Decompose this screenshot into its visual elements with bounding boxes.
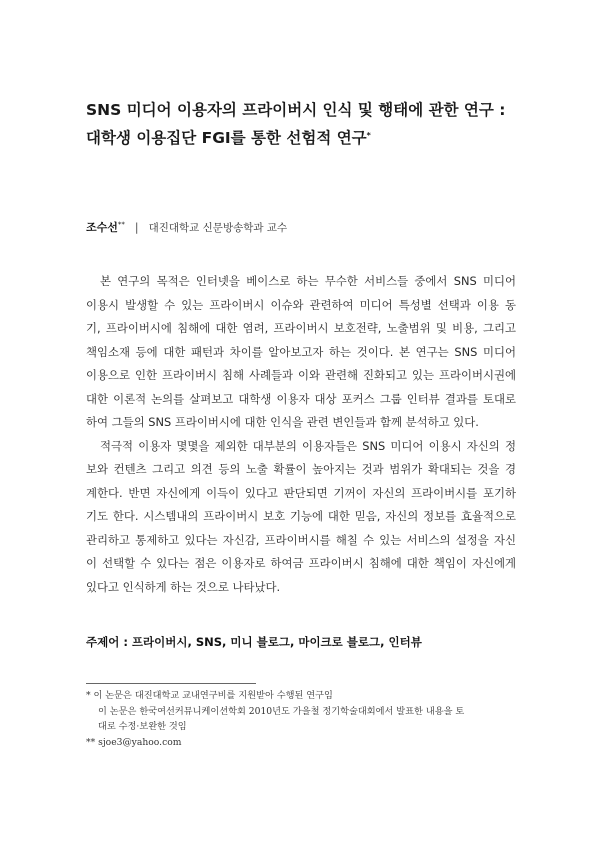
abstract-line: 이용으로 인한 프라이버시 침해 사례들과 이와 관련해 진화되고 있는 프라이버시권에 — [86, 368, 516, 382]
abstract-line: 적극적 이용자 몇몇을 제외한 대부분의 이용자들은 SNS 미디어 이용시 자신의 정 — [100, 438, 516, 453]
abstract-line: 보와 컨텐츠 그리고 의견 등의 노출 확률이 높아지는 것과 범위가 확대되는 것을 경 — [86, 462, 516, 476]
author-affiliation: 대진대학교 신문방송학과 교수 — [148, 221, 288, 234]
title-footnote-mark: * — [366, 131, 371, 140]
abstract-line: 계한다. 반면 자신에게 이득이 있다고 판단되면 기꺼이 자신의 프라이버시를 포기하 — [86, 485, 516, 500]
footnote-divider — [86, 683, 256, 684]
author-name — [86, 219, 125, 235]
abstract-line: 본 연구의 목적은 인터넷을 베이스로 하는 무수한 서비스들 중에서 SNS 미디어 — [100, 274, 516, 288]
abstract-line: 대한 이론적 논의를 살펴보고 대학생 이용자 대상 포커스 그룹 인터뷰 결과를 토대로 — [86, 391, 516, 406]
abstract-line: 관리하고 통제하고 있다는 자신감, 프라이버시를 해칠 수 있는 서비스의 설정을 자신 — [86, 532, 516, 547]
footnote-1: * 이 논문은 대진대학교 교내연구비를 지원받아 수행된 연구임 — [86, 690, 333, 701]
abstract-line: 기도 한다. 시스템내의 프라이버시 보호 기능에 대한 믿음, 자신의 정보를 효율적으로 — [86, 509, 516, 523]
abstract-line: 기, 프라이버시에 침해에 대한 염려, 프라이버시 보호전략, 노출범위 및 비용, 그리고 — [86, 321, 516, 335]
title-line-2-text: 대학생 이용집단 FGI를 통한 선험적 연구 — [86, 129, 367, 147]
abstract-line: 있다고 인식하게 하는 것으로 나타났다. — [86, 579, 281, 594]
author-line — [86, 219, 287, 235]
author-name-text: 조수선 — [86, 221, 118, 234]
author-footnote-mark: ** — [117, 220, 125, 229]
author-separator: | — [134, 220, 139, 234]
footnotes — [86, 688, 518, 750]
abstract — [86, 270, 516, 599]
abstract-line: 이 선택할 수 있다는 점은 이용자로 하여금 프라이버시 침해에 대한 책임이 자신에게 — [86, 556, 516, 570]
title-line-2 — [86, 124, 526, 152]
footnote-1-continuation: 대로 수정·보완한 것임 — [98, 721, 187, 732]
abstract-line: 하여 그들의 SNS 프라이버시에 대한 인식을 관련 변인들과 함께 분석하고 있다. — [86, 415, 479, 429]
title-line-1: SNS 미디어 이용자의 프라이버시 인식 및 행태에 관한 연구 : — [86, 101, 506, 119]
abstract-line: 책임소재 등에 대한 패턴과 차이를 알아보고자 하는 것이다. 본 연구는 SNS 미디어 — [86, 344, 516, 359]
abstract-line: 이용시 발생할 수 있는 프라이버시 이슈와 관련하여 미디어 특성별 선택과 이용 동 — [86, 297, 516, 312]
keywords: 주제어 : 프라이버시, SNS, 미니 블로그, 마이크로 블로그, 인터뷰 — [86, 635, 422, 649]
footnote-1-continuation: 이 논문은 한국여선커뮤니케이션학회 2010년도 가을철 정기학술대회에서 발표한 내용을 토 — [98, 705, 465, 717]
footnote-2: ** sjoe3@yahoo.com — [86, 736, 182, 748]
paper-title — [86, 96, 526, 152]
